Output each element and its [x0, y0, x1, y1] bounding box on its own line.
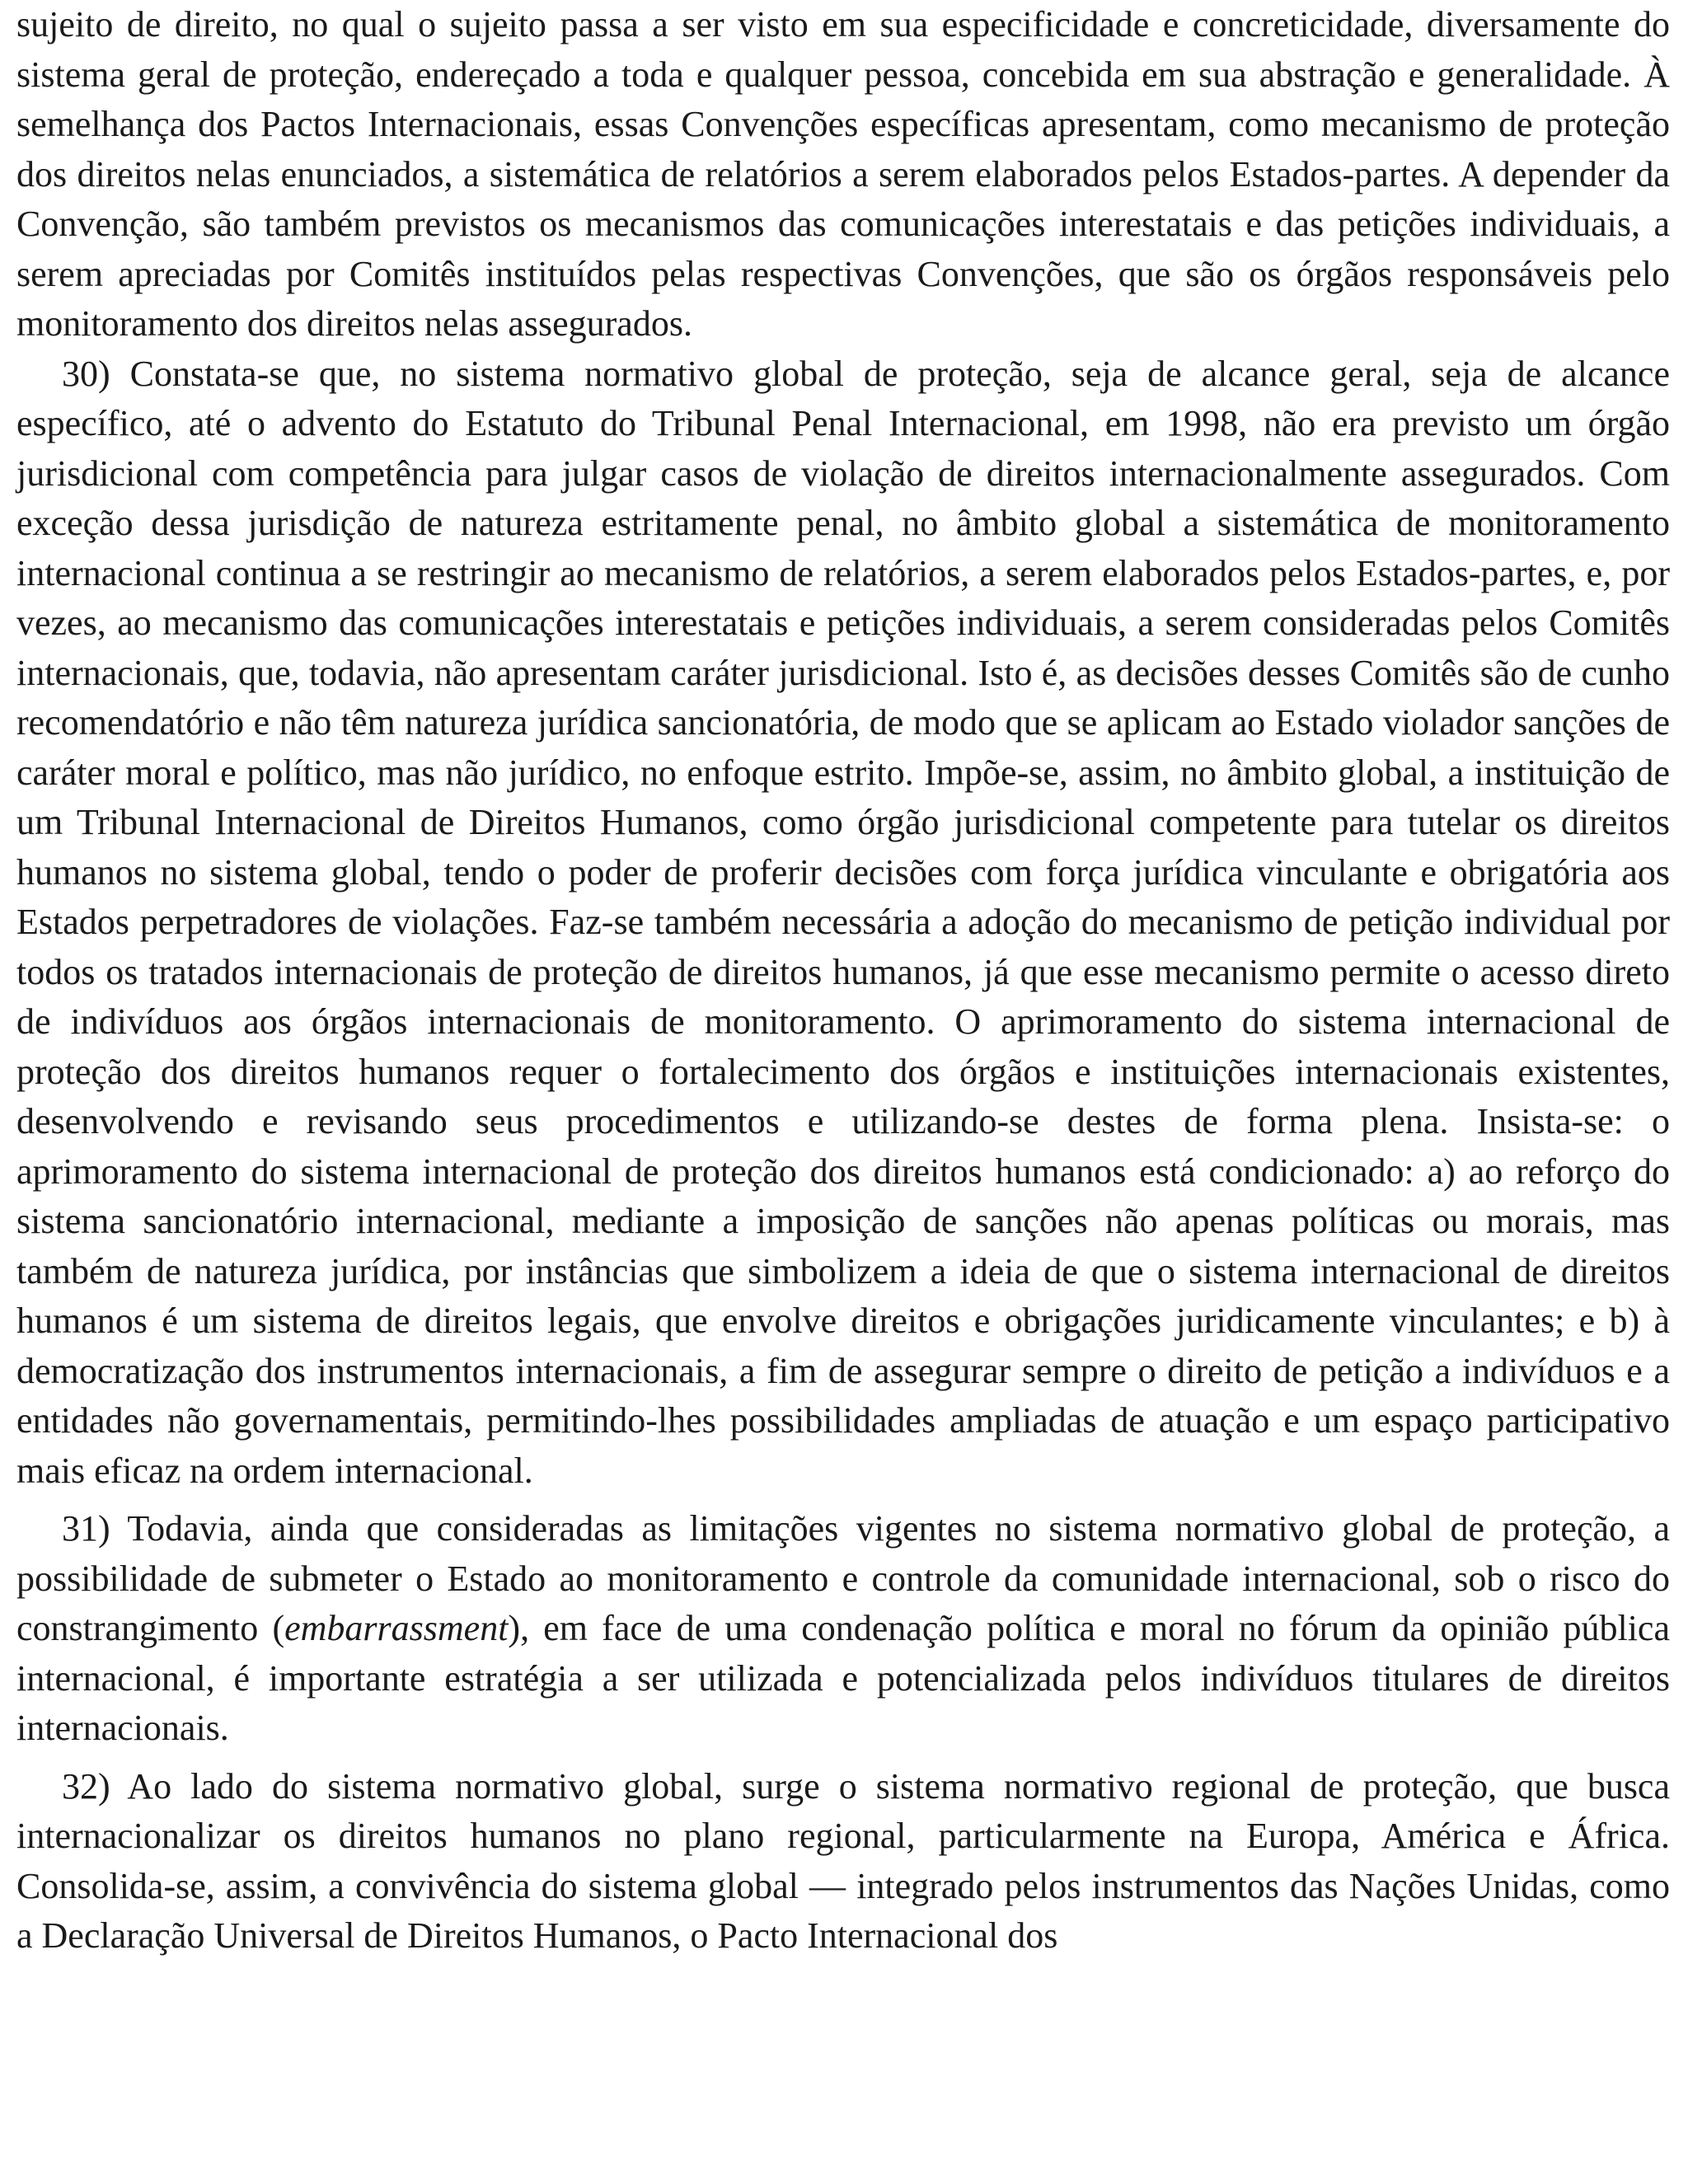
paragraph-31 [16, 1504, 1670, 1754]
document-page [16, 0, 1670, 1961]
paragraph-30: 30) Constata-se que, no sistema normativo global de proteção, seja de alcance geral, seja de alcance específico, até o advento do Estatuto do Tribunal Penal Internacional, em 1998, não era previsto um órgão jurisdicional com competência para julgar casos de violação de direitos internacionalmente assegurados. Com exceção dessa jurisdição de natureza estritamente penal, no âmbito global a sistemática de monitoramento internacional continua a se restringir ao mecanismo de relatórios, a serem elaborados pelos Estados-partes, e, por vezes, ao mecanismo das comunicações interestatais e petições individuais, a serem consideradas pelos Comitês internacionais, que, todavia, não apresentam caráter jurisdicional. Isto é, as decisões desses Comitês são de cunho recomendatório e não têm natureza jurídica sancionatória, de modo que se aplicam ao Estado violador sanções de caráter moral e político, mas não jurídico, no enfoque estrito. Impõe-se, assim, no âmbito global, a instituição de um Tribunal Internacional de Direitos Humanos, como órgão jurisdicional competente para tutelar os direitos humanos no sistema global, tendo o poder de proferir decisões com força jurídica vinculante e obrigatória aos Estados perpetradores de violações. Faz-se também necessária a adoção do mecanismo de petição individual por todos os tratados internacionais de proteção de direitos humanos, já que esse mecanismo permite o acesso direto de indivíduos aos órgãos internacionais de monitoramento. O aprimoramento do sistema internacional de proteção dos direitos humanos requer o fortalecimento dos órgãos e instituições internacionais existentes, desenvolvendo e revisando seus procedimentos e utilizando-se destes de forma plena. Insista-se: o aprimoramento do sistema internacional de proteção dos direitos humanos está condicionado: a) ao reforço do sistema sancionatório internacional, mediante a imposição de sanções não apenas políticas ou morais, mas também de natureza jurídica, por instâncias que simbolizem a ideia de que o sistema internacional de direitos humanos é um sistema de direitos legais, que envolve direitos e obrigações juridicamente vinculantes; e b) à democratização dos instrumentos internacionais, a fim de assegurar sempre o direito de petição a indivíduos e a entidades não governamentais, permitindo-lhes possibilidades ampliadas de atuação e um espaço participativo mais eficaz na ordem internacional. [16, 353, 1670, 1491]
paragraph-32: 32) Ao lado do sistema normativo global, surge o sistema normativo regional de proteção, que busca internacionalizar os direitos humanos no plano regional, particularmente na Europa, América e África. Consolida-se, assim, a convivência do sistema global — integrado pelos instrumentos das Nações Unidas, como a Declaração Universal de Direitos Humanos, o Pacto Internacional dos [16, 1765, 1670, 1956]
paragraph-31-text-after: ), em face de uma condenação política e moral no fórum da opinião pública internacional, é importante estratégia a ser utilizada e potencializada pelos indivíduos titulares de direitos internacionais. [16, 1608, 1670, 1748]
paragraph-29-continuation: sujeito de direito, no qual o sujeito passa a ser visto em sua especificidade e concreticidade, diversamente do sistema geral de proteção, endereçado a toda e qualquer pessoa, concebida em sua abstração e generalidade. À semelhança dos Pactos Internacionais, essas Convenções específicas apresentam, como mecanismo de proteção dos direitos nelas enunciados, a sistemática de relatórios a serem elaborados pelos Estados-partes. A depender da Convenção, são também previstos os mecanismos das comunicações interestatais e das petições individuais, a serem apreciadas por Comitês instituídos pelas respectivas Convenções, que são os órgãos responsáveis pelo monitoramento dos direitos nelas assegurados. [16, 4, 1670, 344]
paragraph-31-italic-term: embarrassment [284, 1608, 509, 1648]
paragraph-31-text-before: 31) Todavia, ainda que consideradas as limitações vigentes no sistema normativo global de proteção, a possibilidade de submeter o Estado ao monitoramento e controle da comunidade internacional, sob o risco do constrangimento ( [16, 1508, 1670, 1648]
